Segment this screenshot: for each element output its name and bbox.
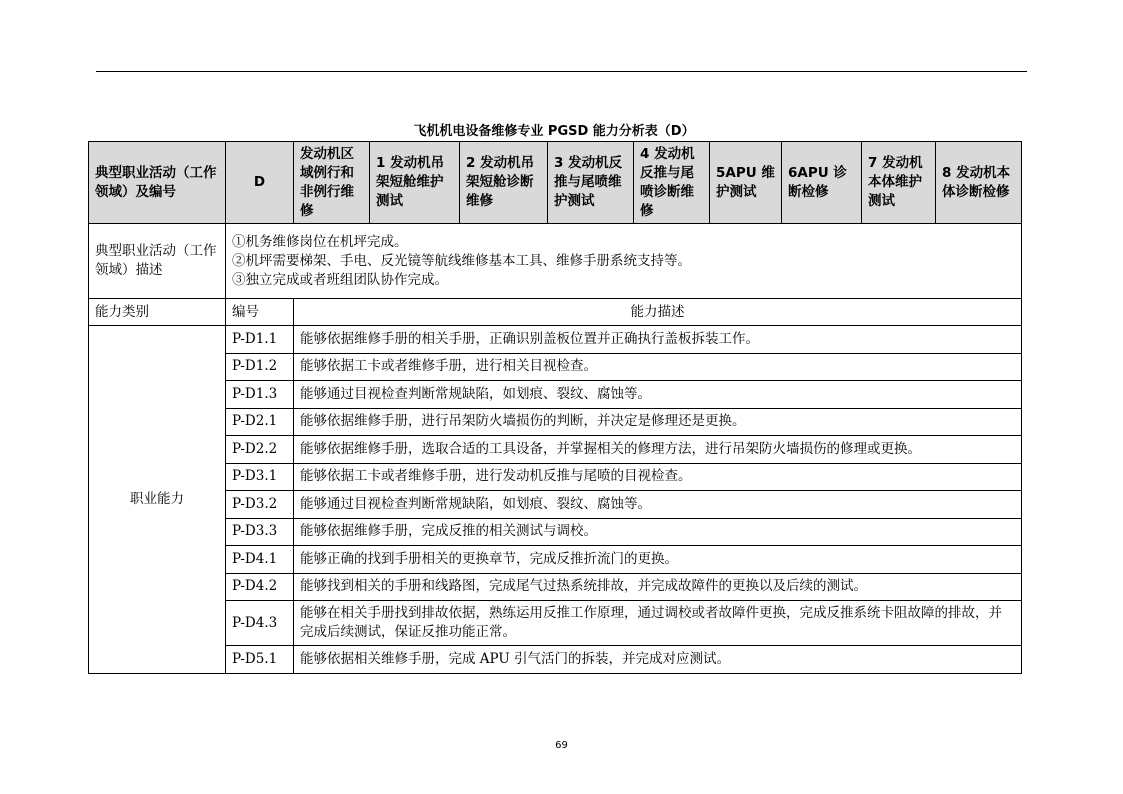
description-column-label: 能力描述 [294, 299, 1022, 326]
description-line: ③独立完成或者班组团队协作完成。 [232, 271, 448, 288]
header-col-5: 5APU 维护测试 [710, 142, 782, 224]
description-label: 典型职业活动（工作领域）描述 [89, 224, 226, 299]
row-text: 能够依据工卡或者维修手册，进行相关目视检查。 [294, 353, 1022, 381]
description-line: ①机务维修岗位在机坪完成。 [232, 233, 408, 250]
row-code: P-D2.2 [226, 436, 294, 464]
row-code: P-D4.3 [226, 601, 294, 646]
capability-table [88, 141, 1022, 674]
table-row [89, 491, 1022, 519]
description-body [226, 224, 1022, 299]
header-col-8: 8 发动机本体诊断检修 [936, 142, 1022, 224]
table-row [89, 463, 1022, 491]
header-col-0: 发动机区域例行和非例行维修 [294, 142, 370, 224]
header-col-3: 3 发动机反推与尾喷维护测试 [548, 142, 634, 224]
row-text: 能够依据维修手册，选取合适的工具设备，并掌握相关的修理方法，进行吊架防火墙损伤的修理或更换。 [294, 436, 1022, 464]
description-line: ②机坪需要梯架、手电、反光镜等航线维修基本工具、维修手册系统支持等。 [232, 252, 691, 269]
row-code: P-D4.2 [226, 573, 294, 601]
row-code: P-D3.2 [226, 491, 294, 519]
table-row [89, 518, 1022, 546]
table-row [89, 408, 1022, 436]
row-text: 能够通过目视检查判断常规缺陷，如划痕、裂纹、腐蚀等。 [294, 381, 1022, 409]
category-cell: 职业能力 [89, 326, 226, 674]
row-code: P-D4.1 [226, 546, 294, 574]
row-text: 能够通过目视检查判断常规缺陷，如划痕、裂纹、腐蚀等。 [294, 491, 1022, 519]
number-column-label: 编号 [226, 299, 294, 326]
activity-label: 典型职业活动（工作领域）及编号 [89, 142, 226, 224]
description-row [89, 224, 1022, 299]
row-code: P-D1.3 [226, 381, 294, 409]
header-col-6: 6APU 诊断检修 [782, 142, 862, 224]
category-column-label: 能力类别 [89, 299, 226, 326]
header-col-7: 7 发动机本体维护测试 [862, 142, 936, 224]
row-text: 能够依据工卡或者维修手册，进行发动机反推与尾喷的目视检查。 [294, 463, 1022, 491]
row-text: 能够依据维修手册的相关手册，正确识别盖板位置并正确执行盖板拆装工作。 [294, 326, 1022, 354]
header-col-1: 1 发动机吊架短舱维护测试 [370, 142, 460, 224]
row-text: 能够依据维修手册，进行吊架防火墙损伤的判断，并决定是修理还是更换。 [294, 408, 1022, 436]
table-row [89, 436, 1022, 464]
page-number: 69 [555, 740, 568, 751]
row-code: P-D2.1 [226, 408, 294, 436]
row-code: P-D1.2 [226, 353, 294, 381]
header-col-2: 2 发动机吊架短舱诊断维修 [460, 142, 548, 224]
row-code: P-D3.3 [226, 518, 294, 546]
table-row [89, 646, 1022, 674]
table-title: 飞机机电设备维修专业 PGSD 能力分析表（D） [413, 124, 695, 139]
table-row [89, 601, 1022, 646]
row-text: 能够在相关手册找到排故依据，熟练运用反推工作原理，通过调校或者故障件更换，完成反推系统卡阻故障的排故，并完成后续测试，保证反推功能正常。 [294, 601, 1022, 646]
table-row [89, 381, 1022, 409]
table-row [89, 326, 1022, 354]
row-text: 能够正确的找到手册相关的更换章节，完成反推折流门的更换。 [294, 546, 1022, 574]
row-code: P-D5.1 [226, 646, 294, 674]
header-rule [96, 71, 1027, 72]
activity-code: D [226, 142, 294, 224]
header-row [89, 142, 1022, 224]
header-col-4: 4 发动机反推与尾喷诊断维修 [634, 142, 710, 224]
row-text: 能够依据相关维修手册，完成 APU 引气活门的拆装，并完成对应测试。 [294, 646, 1022, 674]
row-text: 能够找到相关的手册和线路图，完成尾气过热系统排故，并完成故障件的更换以及后续的测试。 [294, 573, 1022, 601]
table-row [89, 573, 1022, 601]
row-code: P-D1.1 [226, 326, 294, 354]
table-row [89, 353, 1022, 381]
row-code: P-D3.1 [226, 463, 294, 491]
row-text: 能够依据维修手册，完成反推的相关测试与调校。 [294, 518, 1022, 546]
table-row [89, 546, 1022, 574]
column-label-row [89, 299, 1022, 326]
